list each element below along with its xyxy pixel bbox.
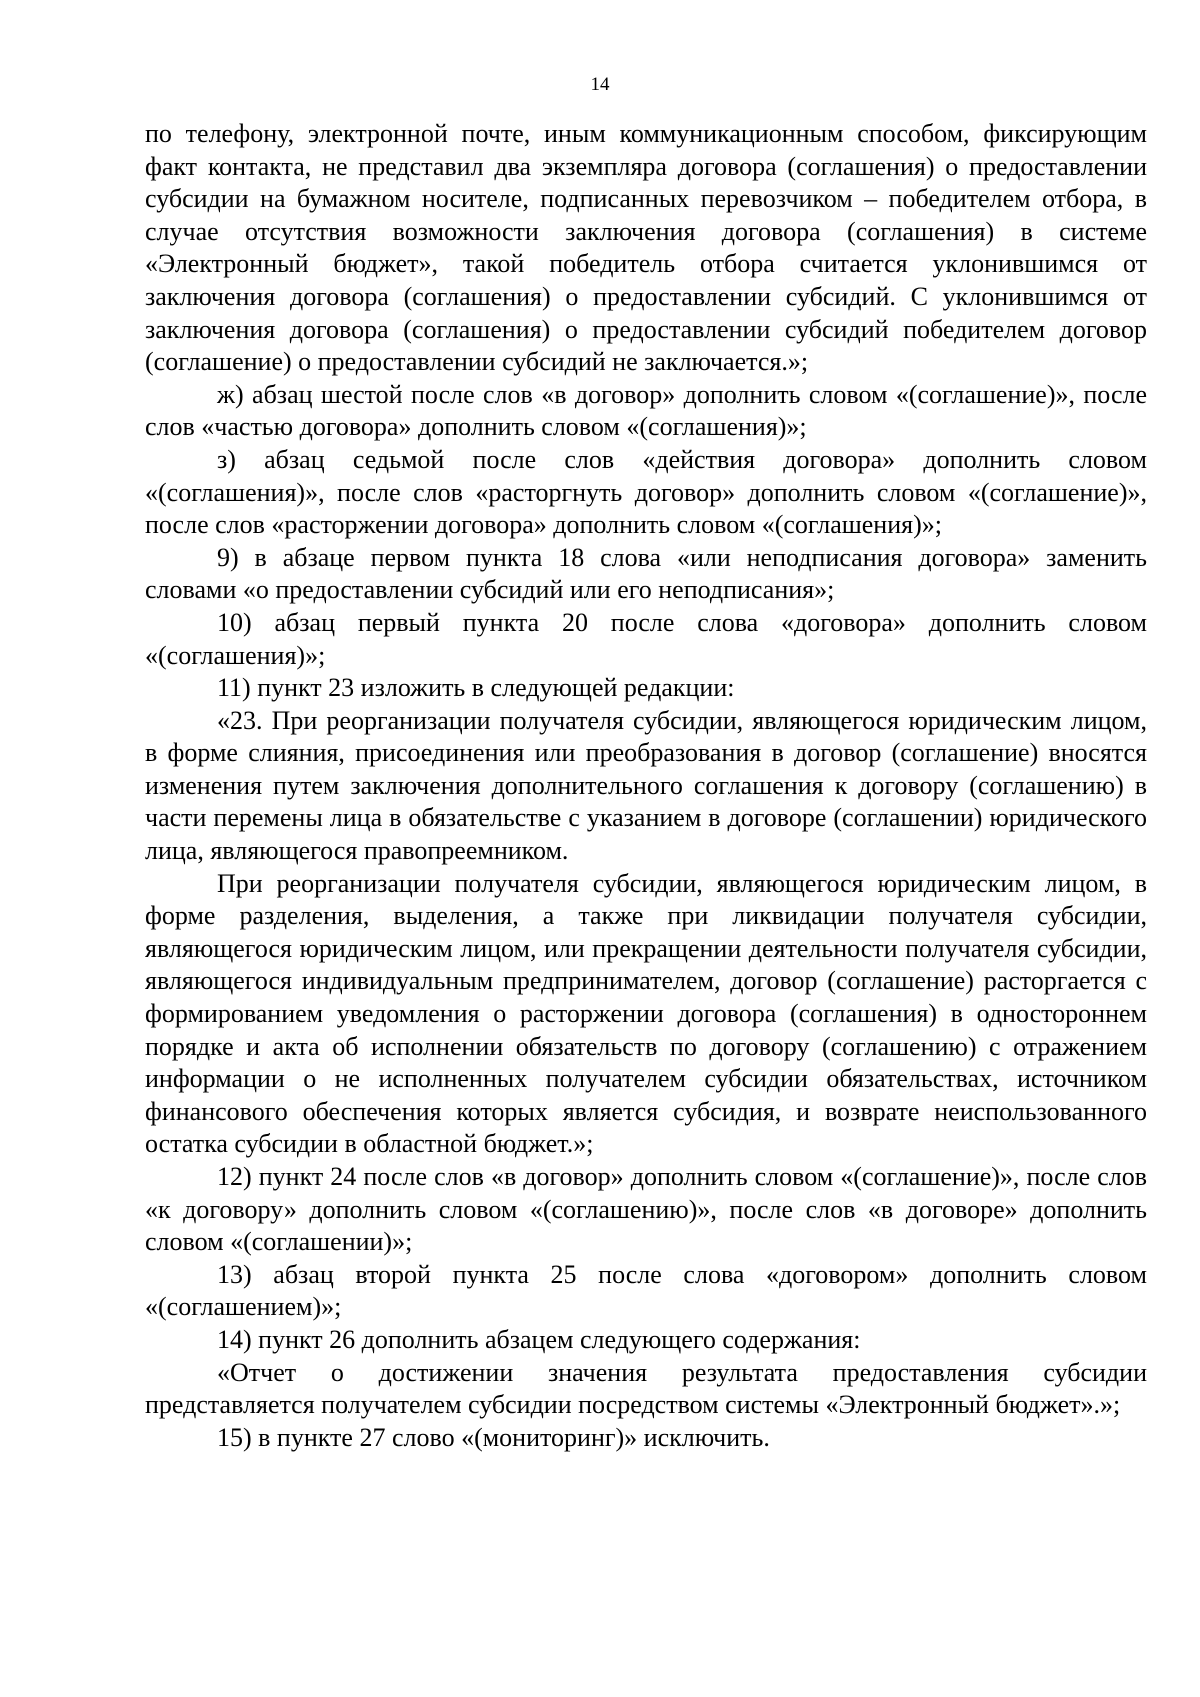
page-number: 14 xyxy=(590,74,610,95)
paragraph-item-10: 10) абзац первый пункта 20 после слова «договора» дополнить словом «(соглашения)»; xyxy=(145,607,1147,670)
paragraph-item-13: 13) абзац второй пункта 25 после слова «договором» дополнить словом «(соглашением)»; xyxy=(145,1259,1147,1322)
paragraph-item-12: 12) пункт 24 после слов «в договор» дополнить словом «(соглашение)», после слов «к договору» дополнить словом «(соглашению)», после слов «в договоре» дополнить словом «(соглашении)»; xyxy=(145,1162,1147,1257)
paragraph-clause-23-second: При реорганизации получателя субсидии, являющегося юридическим лицом, в форме разделения, выделения, а также при ликвидации получателя субсидии, являющегося юридическим лицом, или прекращении деятельности получателя субсидии, являющегося индивидуальным предпринимателем, договор (соглашение) расторгается с формированием уведомления о расторжении договора (соглашения) в одностороннем порядке и акта об исполнении обязательств по договору (соглашению) с отражением информации о не исполненных получателем субсидии обязательствах, источником финансового обеспечения которых является субсидия, и возврате неиспользованного остатка субсидии в областной бюджет.»; xyxy=(145,868,1147,1159)
paragraph-item-z: з) абзац седьмой после слов «действия договора» дополнить словом «(соглашения)», после слов «расторгнуть договор» дополнить словом «(соглашение)», после слов «расторжении договора» дополнить словом «(соглашения)»; xyxy=(145,444,1147,540)
paragraph-item-zh: ж) абзац шестой после слов «в договор» дополнить словом «(соглашение)», после слов «частью договора» дополнить словом «(соглашения)»; xyxy=(145,379,1147,442)
paragraph-continuation: по телефону, электронной почте, иным коммуникационным способом, фиксирующим факт контакта, не представил два экземпляра договора (соглашения) о предоставлении субсидии на бумажном носителе, подписанных перевозчиком – победителем отбора, в случае отсутствия возможности заключения договора (соглашения) в системе «Электронный бюджет», такой победитель отбора считается уклонившимся от заключения договора (соглашения) о предоставлении субсидий. С уклонившимся от заключения договора (соглашения) о предоставлении субсидий победителем договор (соглашение) о предоставлении субсидий не заключается.»; xyxy=(145,119,1147,377)
paragraph-report-text: «Отчет о достижении значения результата предоставления субсидии представляется получателем субсидии посредством системы «Электронный бюджет».»; xyxy=(145,1357,1147,1420)
paragraph-item-9: 9) в абзаце первом пункта 18 слова «или неподписания договора» заменить словами «о предоставлении субсидий или его неподписания»; xyxy=(145,542,1147,605)
paragraph-item-15: 15) в пункте 27 слово «(мониторинг)» исключить. xyxy=(217,1422,770,1452)
paragraph-clause-23: «23. При реорганизации получателя субсидии, являющегося юридическим лицом, в форме слияния, присоединения или преобразования в договор (соглашение) вносятся изменения путем заключения дополнительного соглашения к договору (соглашению) в части перемены лица в обязательстве с указанием в договоре (соглашении) юридического лица, являющегося правопреемником. xyxy=(145,705,1147,866)
paragraph-item-14: 14) пункт 26 дополнить абзацем следующего содержания: xyxy=(217,1324,861,1354)
paragraph-item-11: 11) пункт 23 изложить в следующей редакции: xyxy=(217,673,735,703)
document-body xyxy=(145,118,1147,1454)
